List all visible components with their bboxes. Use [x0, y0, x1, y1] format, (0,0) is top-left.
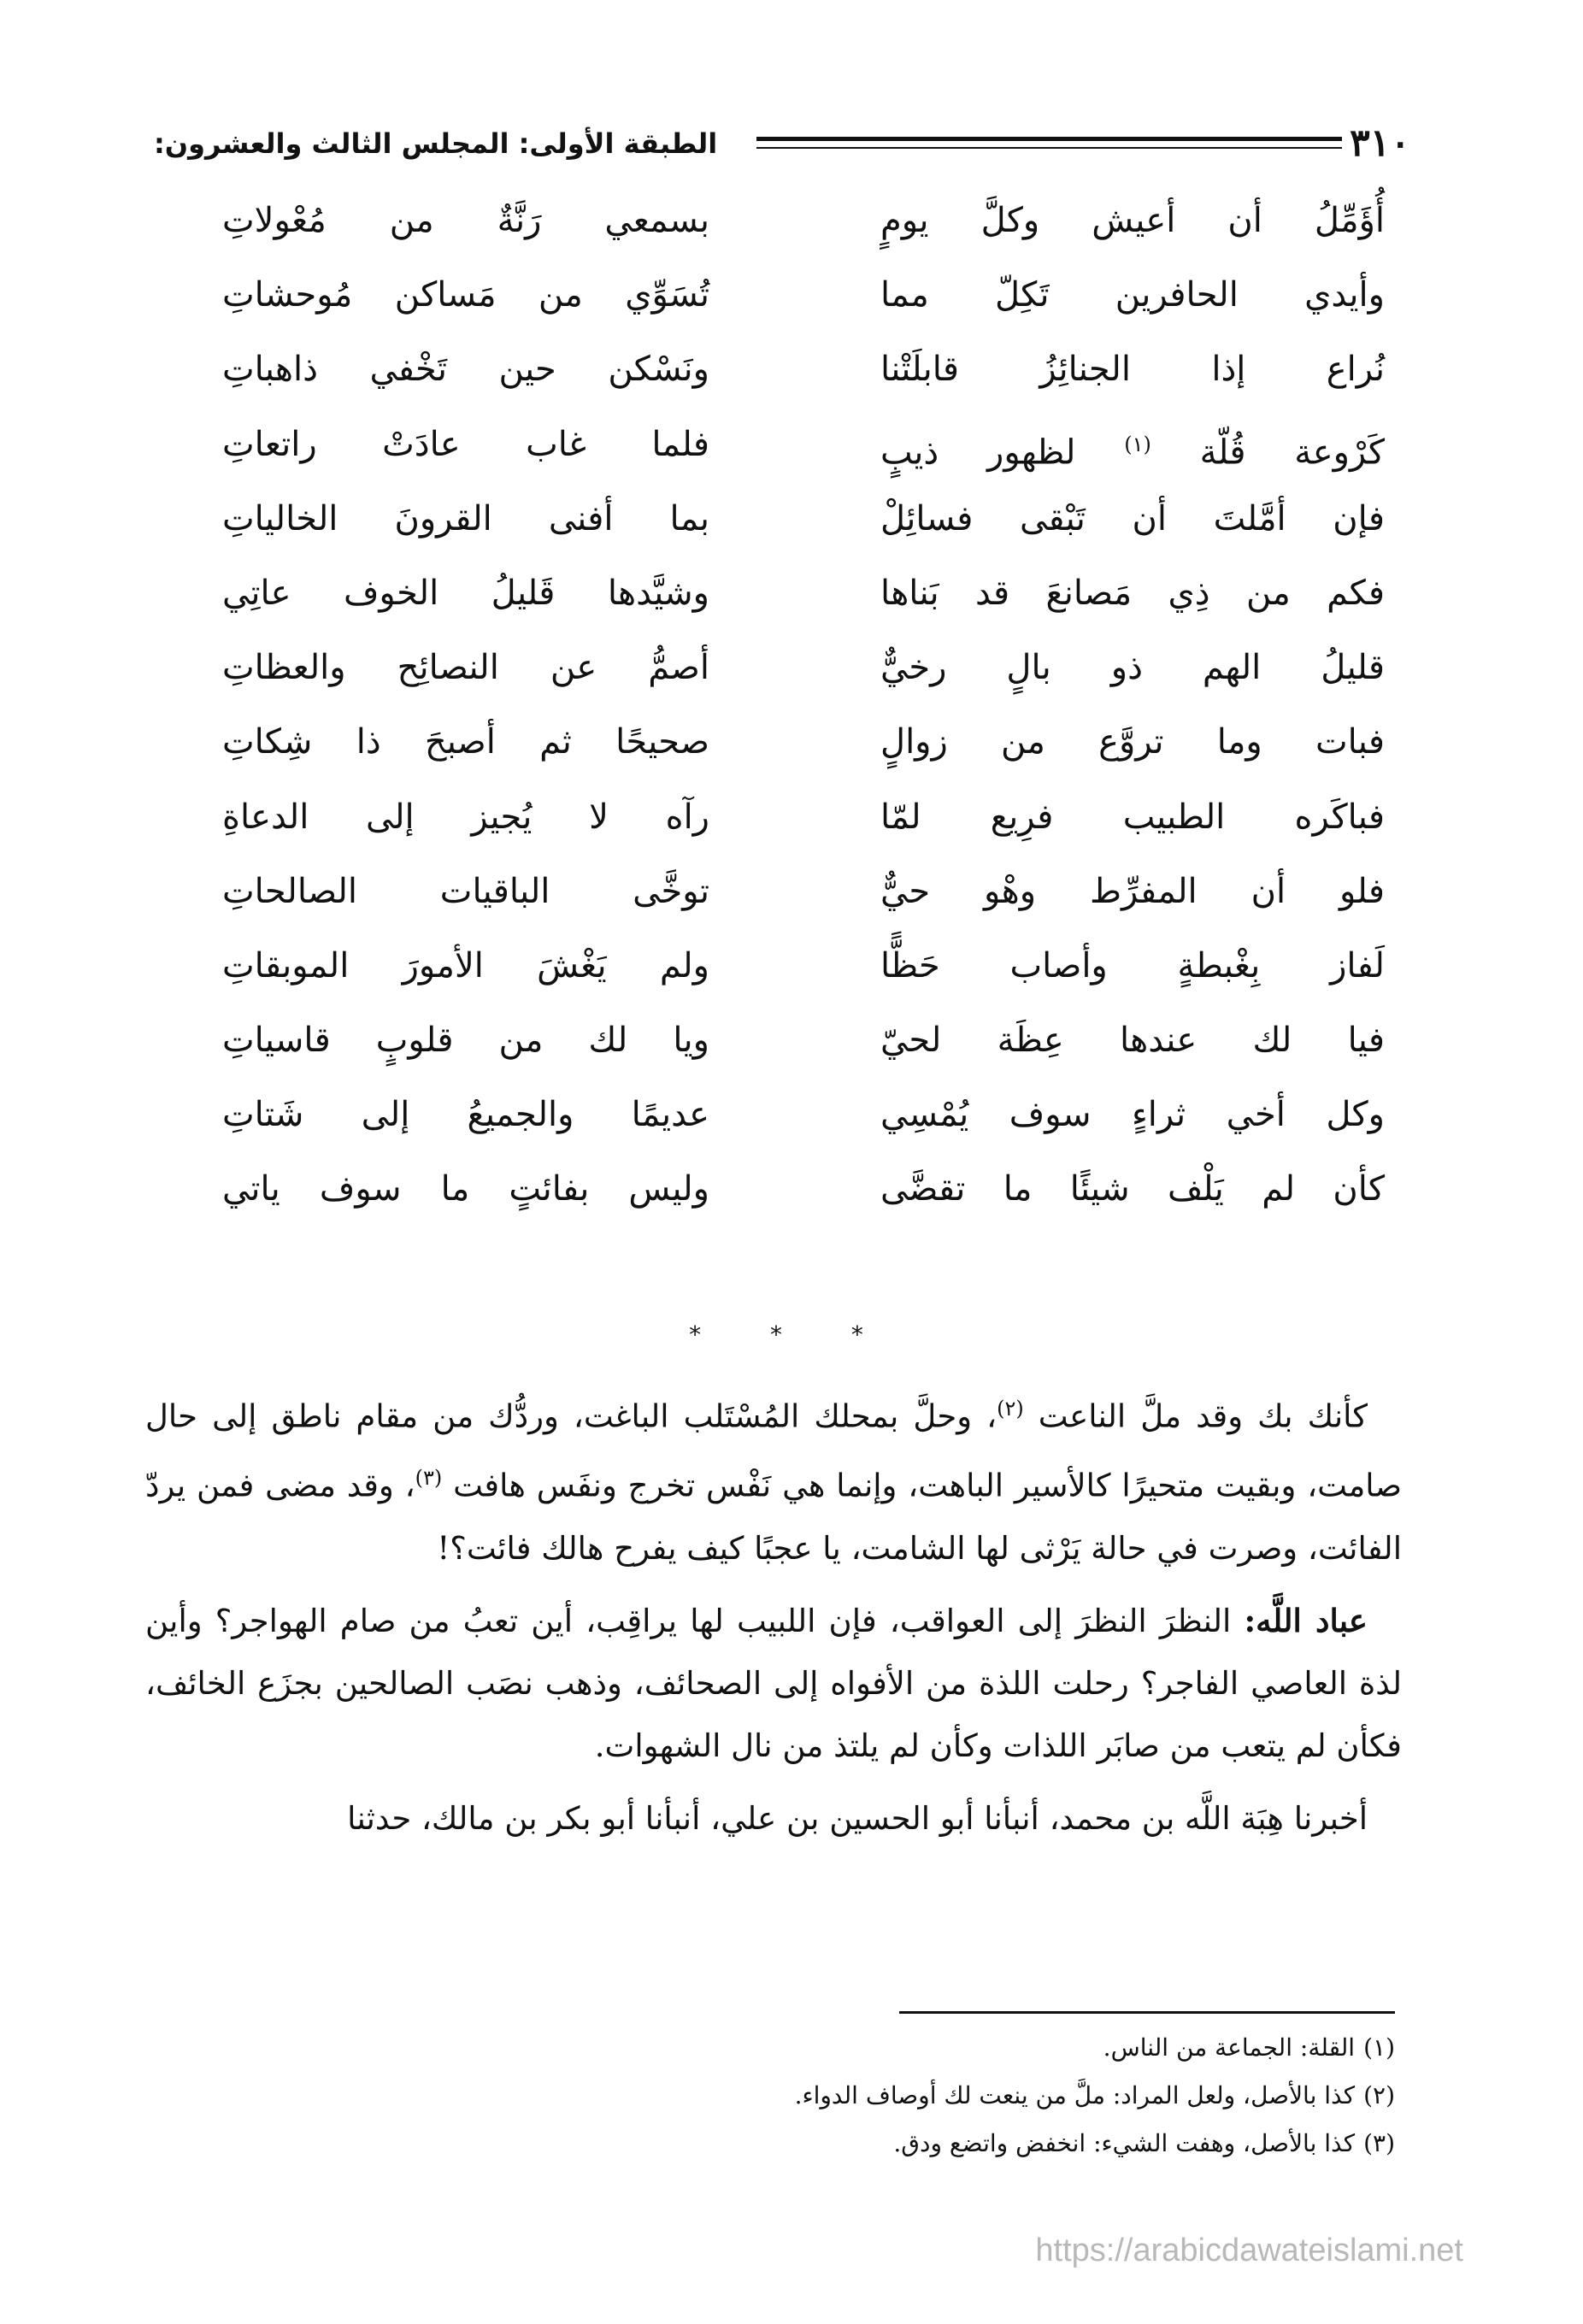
footnote-number: (١) [1363, 2033, 1395, 2062]
verse-second-hemistich: رآه لا يُجيز إلى الدعاةِ [222, 797, 709, 837]
verse-second-hemistich: توخَّى الباقيات الصالحاتِ [222, 871, 709, 911]
paragraph [145, 1590, 1402, 1777]
footnote-ref-2[interactable]: (٢) [997, 1397, 1024, 1421]
footnote-number: (٣) [1363, 2129, 1395, 2157]
verse-first-hemistich: وكل أخي ثراءٍ سوف يُمْسِي [880, 1095, 1385, 1135]
verse-text: كَرْوعة قُلّة [1199, 432, 1386, 472]
verse [205, 258, 1385, 332]
running-title: الطبقة الأولى: المجلس الثالث والعشرون: [154, 127, 718, 160]
header-rule-thin [756, 147, 1342, 149]
verse-first-hemistich: فإن أمَّلتَ أن تَبْقى فسائِلْ [880, 498, 1385, 538]
verse [205, 705, 1385, 780]
verse-second-hemistich: ونَسْكن حين تَخْفي ذاهباتِ [222, 350, 709, 390]
verse [205, 482, 1385, 556]
verse-second-hemistich: وليس بفائتٍ ما سوف ياتي [222, 1169, 709, 1209]
verse-second-hemistich: صحيحًا ثم أصبحَ ذا شِكاتِ [222, 722, 709, 762]
verse-first-hemistich [880, 408, 1385, 490]
verse-second-hemistich: بسمعي رَنَّةٌ من مُعْولاتِ [222, 201, 709, 240]
paragraph-text: ، وحلَّ بمحلك المُسْتَلب الباغت، وردُّك من مقام ناطق إلى حال صامت، وبقيت متحيرًا كالأسير الباهت، وإنما هي نَفْس تخرج ونفَس هافت [145, 1397, 1402, 1504]
footnote-ref-3[interactable]: (٣) [415, 1466, 443, 1491]
verse [205, 1003, 1385, 1078]
verse-second-hemistich: تُسَوِّي من مَساكن مُوحشاتِ [222, 275, 709, 315]
verse-second-hemistich: وشيَّدها قَليلُ الخوف عاتِي [222, 573, 709, 613]
footnote-3 [284, 2120, 1395, 2168]
page-number: ٣١٠ [1350, 121, 1410, 165]
footnote-2 [284, 2072, 1395, 2120]
verse-first-hemistich: أُؤَمِّلُ أن أعيش وكلَّ يومٍ [880, 201, 1385, 240]
paragraph-text: كأنك بك وقد ملَّ الناعت [1023, 1397, 1368, 1435]
verse-second-hemistich: ولم يَغْشَ الأمورَ الموبقاتِ [222, 945, 709, 985]
verse-first-hemistich: وأيدي الحافرين تَكِلّ مما [880, 275, 1385, 315]
paragraph [145, 1378, 1402, 1580]
verse-text: لظهور ذيبٍ [880, 432, 1076, 472]
verse-second-hemistich: أصمُّ عن النصائِح والعظاتِ [222, 648, 709, 688]
header-rule-thick [756, 137, 1342, 141]
section-separator: * * * [689, 1321, 894, 1349]
verse-first-hemistich: كأن لم يَلْف شيئًا ما تقضَّى [880, 1169, 1385, 1209]
verse-first-hemistich: فباكَره الطبيب فرِيع لمّا [880, 797, 1385, 837]
verse-first-hemistich: فلو أن المفرِّط وهْو حيٌّ [880, 871, 1385, 911]
paragraph-text: أخبرنا هِبَة اللَّه بن محمد، أنبأنا أبو الحسين بن علي، أنبأنا أبو بكر بن مالك، حدثنا [347, 1799, 1368, 1837]
verse [205, 855, 1385, 929]
footnote-divider [899, 2011, 1395, 2014]
verse-first-hemistich: فبات وما تروَّع من زوالٍ [880, 722, 1385, 762]
verse-second-hemistich: عديمًا والجميعُ إلى شَتاتِ [222, 1095, 709, 1135]
verse [205, 780, 1385, 855]
verse-first-hemistich: لَفاز بِغْبطةٍ وأصاب حَظًّا [880, 945, 1385, 985]
verse-first-hemistich: قليلُ الهم ذو بالٍ رخيٌّ [880, 648, 1385, 688]
poem [205, 184, 1385, 1227]
verse-first-hemistich: فكم من ذِي مَصانعَ قد بَناها [880, 573, 1385, 613]
verse-first-hemistich: نُراع إذا الجنائِزُ قابلَتْنا [880, 350, 1385, 390]
footnote-text: القلة: الجماعة من الناس. [1103, 2033, 1356, 2062]
paragraph-text: النظرَ النظرَ إلى العواقب، فإن اللبيب لها يراقِب، أين تعبُ من صام الهواجر؟ وأين لذة العاصي الفاجر؟ رحلت اللذة من الأفواه إلى الصحائف، وذهب نصَب الصالحين بجزَع الخائف، فكأن لم يتعب من صابَر اللذات وكأن لم يلتذ من نال الشهوات. [145, 1602, 1402, 1764]
verse-second-hemistich: ويا لك من قلوبٍ قاسياتِ [222, 1021, 709, 1061]
paragraph [145, 1787, 1402, 1850]
verse [205, 332, 1385, 407]
watermark-url: https://arabicdawateislami.net [1035, 2233, 1463, 2268]
paragraph-lead: عباد اللَّه: [1244, 1601, 1368, 1639]
footnote-1 [284, 2024, 1395, 2072]
verse [205, 1078, 1385, 1152]
footnote-text: كذا بالأصل، ولعل المراد: ملَّ من ينعت لك أوصاف الدواء. [794, 2081, 1356, 2109]
verse-second-hemistich: فلما غاب عادَتْ راتعاتِ [222, 424, 709, 464]
verse-second-hemistich: بما أفنى القرونَ الخالياتِ [222, 498, 709, 538]
page-header [154, 120, 1410, 171]
prose-body [145, 1378, 1402, 1860]
verse [205, 184, 1385, 258]
verse [205, 929, 1385, 1003]
footnote-number: (٢) [1363, 2081, 1395, 2109]
verse [205, 631, 1385, 705]
footnote-text: كذا بالأصل، وهفت الشيء: انخفض واتضع ودق. [893, 2129, 1356, 2157]
verse-first-hemistich: فيا لك عندها عِظَة لحيّ [880, 1021, 1385, 1061]
verse [205, 556, 1385, 631]
verse [205, 1152, 1385, 1227]
footnotes [284, 2024, 1395, 2168]
verse [205, 408, 1385, 482]
footnote-ref-1[interactable]: (١) [1124, 432, 1151, 456]
paragraph-text: ، وقد مضى فمن يردّ الفائت، وصرت في حالة يَرْثى لها الشامت، يا عجبًا كيف يفرح هالك فائت؟! [145, 1467, 1402, 1567]
